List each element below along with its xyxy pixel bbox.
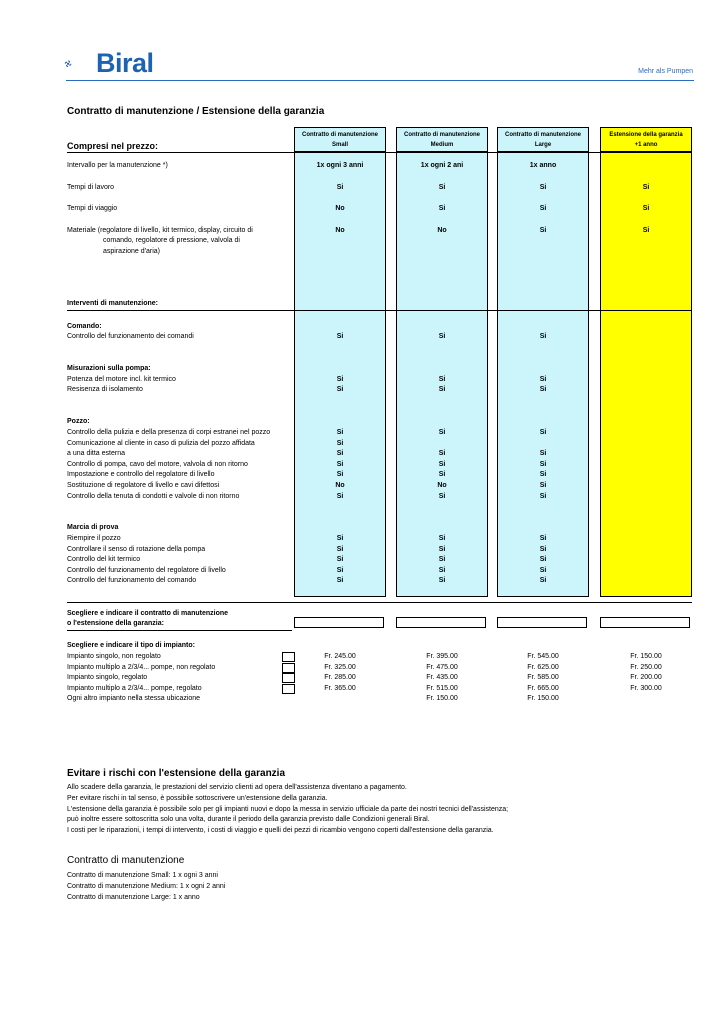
cell: Si [438, 566, 446, 574]
cell: Si [336, 386, 344, 393]
cell: No [335, 205, 345, 212]
select-contract-label: Scegliere e indicare il contratto di manutenzione [67, 610, 229, 617]
cell: Si [539, 205, 547, 212]
cell: Si [642, 227, 650, 234]
cell: Si [336, 566, 344, 574]
cell: 1x ogni 2 ani [420, 162, 464, 169]
row-label: Sostituzione di regolatore di livello e cavi difettosi [67, 482, 220, 489]
row-label: Controllo di pompa, cavo del motore, valvola di non ritorno [67, 460, 248, 468]
cell: Si [336, 376, 344, 383]
row-label: Impianto multiplo a 2/3/4... pompe, regolato [67, 684, 202, 692]
row-label: Controllo del kit termico [67, 556, 141, 564]
cell: Si [438, 577, 446, 585]
cell: Si [438, 205, 446, 212]
column-header-small: Contratto di manutenzione Small [295, 128, 385, 152]
price-cell: Fr. 150.00 [630, 653, 662, 660]
row-label: Impianto multiplo a 2/3/4... pompe, non regolato [67, 663, 216, 671]
cell: No [437, 482, 447, 489]
cell: Si [438, 471, 446, 479]
cell: Si [438, 460, 446, 468]
page-title: Contratto di manutenzione / Estensione della garanzia [67, 106, 325, 117]
cell: No [335, 227, 345, 234]
risk-paragraph-line: può inoltre essere sottoscritta solo una volta, durante il periodo della garanzia previsto dalle Condizioni generali Biral. [67, 816, 430, 824]
section-heading: Comando: [67, 323, 102, 330]
row-label: Resisenza di isolamento [67, 386, 143, 393]
price-cell: Fr. 395.00 [426, 653, 458, 660]
select-underline [67, 630, 292, 631]
column-header-medium: Contratto di manutenzione Medium [397, 128, 487, 152]
row-label: Ogni altro impianto nella stessa ubicazione [67, 695, 201, 703]
cell: Si [539, 386, 547, 393]
select-extension-box[interactable] [600, 617, 690, 628]
cell: Si [438, 333, 446, 340]
price-cell: Fr. 365.00 [324, 684, 356, 692]
contract-line: Contratto di manutenzione Small: 1 x ogni 3 anni [67, 872, 218, 879]
cell: Si [336, 492, 344, 500]
row-label: Controllo della tenuta di condotti e valvole di non ritorno [67, 492, 240, 500]
cell: Si [336, 439, 344, 447]
cell: Si [642, 184, 650, 191]
cell: Si [539, 184, 547, 191]
cell: Si [438, 535, 446, 542]
row-label: Impostazione e controllo del regolatore di livello [67, 471, 215, 479]
select-contract-label-2: o l'estensione della garanzia: [67, 620, 164, 627]
risk-paragraph-line: I costi per le riparazioni, i tempi di intervento, i costi di viaggio e quelli dei pezzi di ricambio vengono coperti dall'estensione della garanzia. [67, 827, 494, 835]
cell: Si [438, 492, 446, 500]
cell: Si [336, 184, 344, 191]
cell: Si [438, 386, 446, 393]
row-label: Materiale (regolatore di livello, kit termico, display, circuito di [67, 227, 253, 234]
cell: Si [336, 450, 344, 458]
risk-paragraph-line: L'estensione della garanzia è possibile solo per gli impianti nuovi e dopo la messa in servizio ufficiale da parte dei nostri tecnici dell'assistenza; [67, 805, 509, 813]
column-small [294, 127, 386, 597]
section-heading: Misurazioni sulla pompa: [67, 365, 151, 372]
cell: Si [539, 482, 547, 489]
header-divider [66, 80, 694, 81]
column-header-large: Contratto di manutenzione Large [498, 128, 588, 152]
cell: Si [438, 184, 446, 191]
price-cell: Fr. 325.00 [324, 663, 356, 671]
plant-type-checkbox[interactable] [282, 663, 295, 673]
contract-line: Contratto di manutenzione Medium: 1 x ogni 2 anni [67, 882, 226, 890]
interventions-divider [67, 310, 692, 311]
select-divider [67, 602, 692, 603]
select-large-box[interactable] [497, 617, 587, 628]
cell: Si [539, 450, 547, 458]
column-extension [600, 127, 692, 597]
row-label: Potenza del motore incl. kit termico [67, 376, 176, 383]
row-label: Controllo del funzionamento del comando [67, 577, 197, 585]
cell: Si [539, 566, 547, 574]
cell: Si [336, 471, 344, 479]
price-cell: Fr. 515.00 [426, 684, 458, 692]
cell: Si [539, 460, 547, 468]
cell: Si [336, 429, 344, 436]
row-label: Comunicazione al cliente in caso di pulizia del pozzo affidata [67, 439, 255, 447]
price-cell: Fr. 245.00 [324, 653, 356, 660]
cell: Si [438, 556, 446, 564]
cell: Si [539, 545, 547, 553]
cell: Si [336, 460, 344, 468]
plant-heading: Scegliere e indicare il tipo di impianto: [67, 642, 195, 649]
column-header-extension: Estensione della garanzia +1 anno [601, 128, 691, 152]
row-label-cont: comando, regolatore di pressione, valvola di [103, 237, 240, 244]
cell: No [437, 227, 447, 234]
cell: Si [642, 205, 650, 212]
price-cell: Fr. 150.00 [527, 695, 559, 703]
interventions-heading: Interventi di manutenzione: [67, 300, 159, 307]
cell: Si [336, 535, 344, 542]
cell: Si [539, 492, 547, 500]
price-cell: Fr. 625.00 [527, 663, 559, 671]
cell: Si [438, 545, 446, 553]
price-cell: Fr. 150.00 [426, 695, 458, 703]
row-label-cont: aspirazione d'aria) [103, 248, 160, 255]
cell: Si [336, 556, 344, 564]
row-label: Impianto singolo, non regolato [67, 653, 161, 660]
cell: Si [539, 333, 547, 340]
section-heading: Marcia di prova [67, 524, 119, 531]
contract-line: Contratto di manutenzione Large: 1 x anno [67, 893, 200, 901]
price-cell: Fr. 300.00 [630, 684, 662, 692]
select-small-box[interactable] [294, 617, 384, 628]
biral-logo-icon [64, 50, 94, 78]
cell: Si [336, 545, 344, 553]
included-divider [67, 152, 692, 153]
cell: Si [438, 429, 446, 436]
row-label: Intervallo per la manutenzione *) [67, 162, 168, 169]
risk-paragraph-line: Per evitare rischi in tal senso, è possibile sottoscrivere un'estensione della garanzia. [67, 794, 328, 802]
row-label: Tempi di viaggio [67, 205, 118, 212]
section-heading: Pozzo: [67, 418, 90, 425]
cell: No [335, 482, 345, 489]
cell: Si [539, 376, 547, 383]
cell: Si [539, 227, 547, 234]
price-cell: Fr. 200.00 [630, 674, 662, 682]
price-cell: Fr. 585.00 [527, 674, 559, 682]
cell: 1x anno [529, 162, 557, 169]
cell: Si [336, 333, 344, 340]
column-large [497, 127, 589, 597]
row-label: a una ditta esterna [67, 450, 125, 458]
cell: Si [438, 376, 446, 383]
cell: Si [539, 429, 547, 436]
cell: Si [539, 577, 547, 585]
risk-paragraph-line: Allo scadere della garanzia, le prestazioni del servizio clienti ad opera dell'assistenza diventano a pagamento. [67, 784, 407, 791]
row-label: Controllo del funzionamento del regolatore di livello [67, 566, 226, 574]
logo-text: Biral [96, 48, 154, 78]
cell: Si [539, 535, 547, 542]
cell: Si [336, 577, 344, 585]
price-cell: Fr. 545.00 [527, 653, 559, 660]
price-cell: Fr. 285.00 [324, 674, 356, 682]
included-heading: Compresi nel prezzo: [67, 141, 159, 151]
cell: Si [539, 471, 547, 479]
select-medium-box[interactable] [396, 617, 486, 628]
contract-heading: Contratto di manutenzione [67, 855, 185, 866]
column-medium [396, 127, 488, 597]
price-cell: Fr. 250.00 [630, 663, 662, 671]
cell: 1x ogni 3 anni [316, 162, 364, 169]
risk-heading: Evitare i rischi con l'estensione della garanzia [67, 768, 286, 779]
row-label: Controllo del funzionamento dei comandi [67, 333, 194, 340]
plant-type-checkbox[interactable] [282, 673, 295, 683]
plant-type-checkbox[interactable] [282, 652, 295, 662]
row-label: Tempi di lavoro [67, 184, 115, 191]
row-label: Impianto singolo, regolato [67, 674, 148, 682]
row-label: Controllare il senso di rotazione della pompa [67, 545, 206, 553]
plant-type-checkbox[interactable] [282, 684, 295, 694]
cell: Si [438, 450, 446, 458]
row-label: Riempire il pozzo [67, 535, 121, 542]
price-cell: Fr. 435.00 [426, 674, 458, 682]
price-cell: Fr. 665.00 [527, 684, 559, 692]
tagline: Mehr als Pumpen [638, 68, 693, 75]
cell: Si [539, 556, 547, 564]
price-cell: Fr. 475.00 [426, 663, 458, 671]
row-label: Controllo della pulizia e della presenza di corpi estranei nel pozzo [67, 429, 271, 436]
